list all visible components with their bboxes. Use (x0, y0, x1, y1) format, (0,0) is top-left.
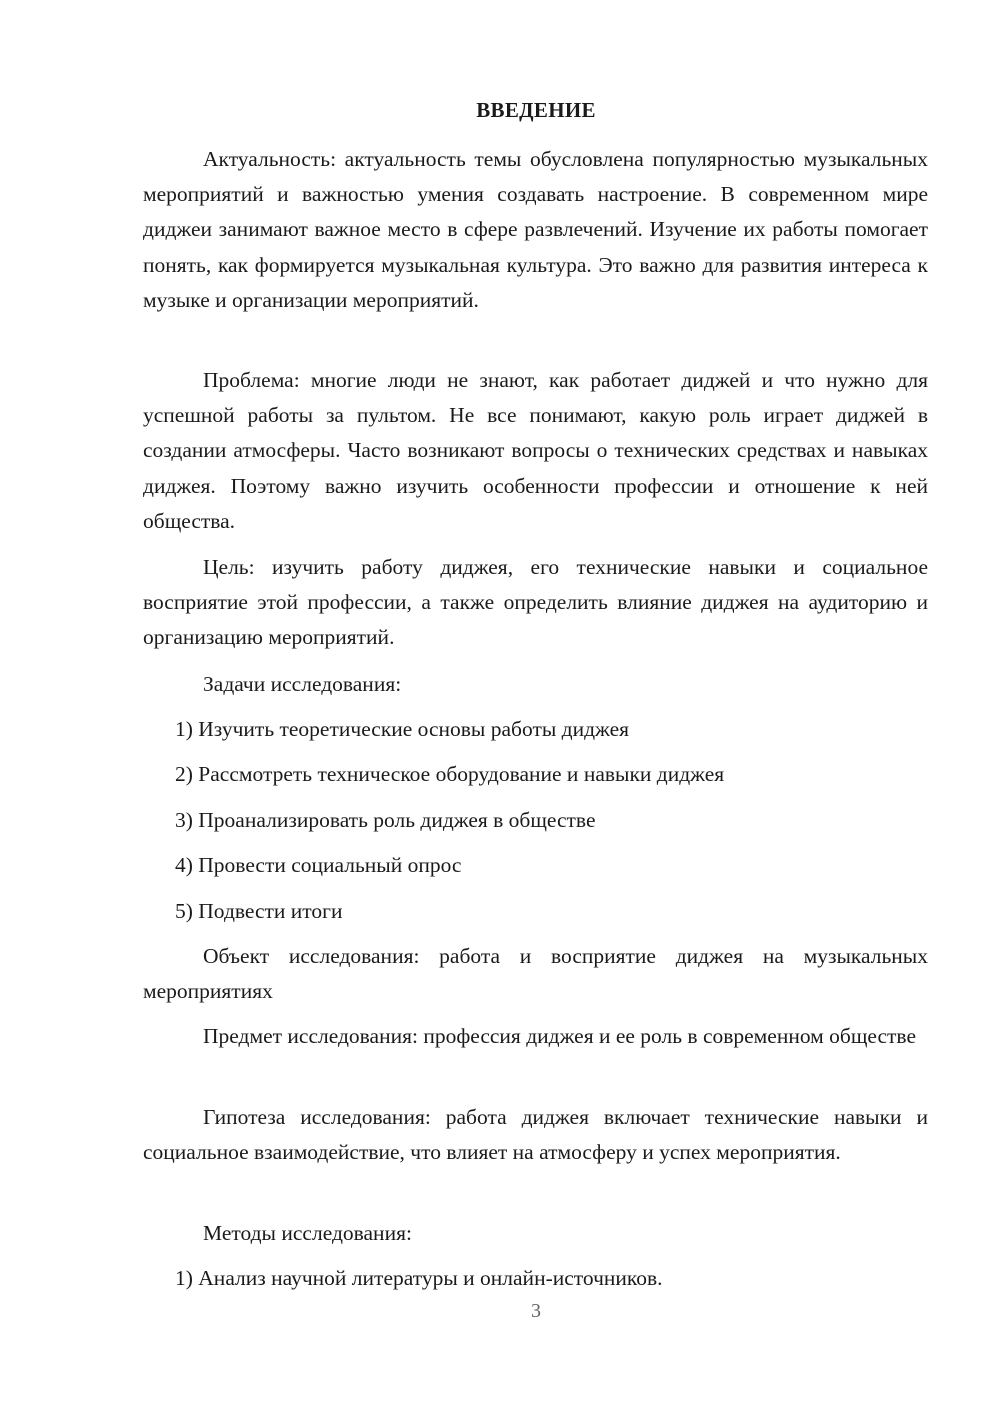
task-item: 1) Изучить теоретические основы работы диджея (175, 717, 630, 741)
hypothesis-paragraph-block (143, 1100, 928, 1170)
task-item: 2) Рассмотреть техническое оборудование и навыки диджея (175, 762, 725, 786)
goal-paragraph-block (143, 550, 928, 656)
object-paragraph: Объект исследования: работа и восприятие диджея на музыкальных мероприятиях (143, 944, 928, 1004)
relevance-paragraph: Актуальность: актуальность темы обусловлена популярностью музыкальных мероприятий и важностью умения создавать настроение. В современном мире диджеи занимают важное место в сфере развлечений. Изучение их работы помогает понять, как формируется музыкальная культура. Это важно для развития интереса к музыке и организации мероприятий. (143, 147, 928, 312)
subject-paragraph-block (143, 1019, 928, 1054)
task-item: 3) Проанализировать роль диджея в обществе (175, 808, 596, 832)
task-item: 5) Подвести итоги (175, 899, 343, 923)
methods-heading: Методы исследования: (203, 1221, 412, 1245)
problem-paragraph: Проблема: многие люди не знают, как работает диджей и что нужно для успешной работы за пультом. Не все понимают, какую роль играет диджей в создании атмосферы. Часто возникают вопросы о технических средствах и навыках диджея. Поэтому важно изучить особенности профессии и отношение к ней общества. (143, 368, 928, 533)
page-number: 3 (531, 1300, 541, 1322)
object-paragraph-block (143, 939, 928, 1009)
method-item: 1) Анализ научной литературы и онлайн-источников. (175, 1266, 663, 1290)
problem-paragraph-block (143, 363, 928, 539)
page-title: ВВЕДЕНИЕ (476, 98, 596, 122)
hypothesis-paragraph: Гипотеза исследования: работа диджея включает технические навыки и социальное взаимодействие, что влияет на атмосферу и успех мероприятия. (143, 1105, 928, 1165)
relevance-paragraph-block (143, 142, 928, 318)
subject-paragraph: Предмет исследования: профессия диджея и ее роль в современном обществе (203, 1024, 916, 1048)
tasks-heading: Задачи исследования: (203, 672, 402, 696)
task-item: 4) Провести социальный опрос (175, 853, 462, 877)
goal-paragraph: Цель: изучить работу диджея, его технические навыки и социальное восприятие этой профессии, а также определить влияние диджея на аудиторию и организацию мероприятий. (143, 555, 928, 650)
